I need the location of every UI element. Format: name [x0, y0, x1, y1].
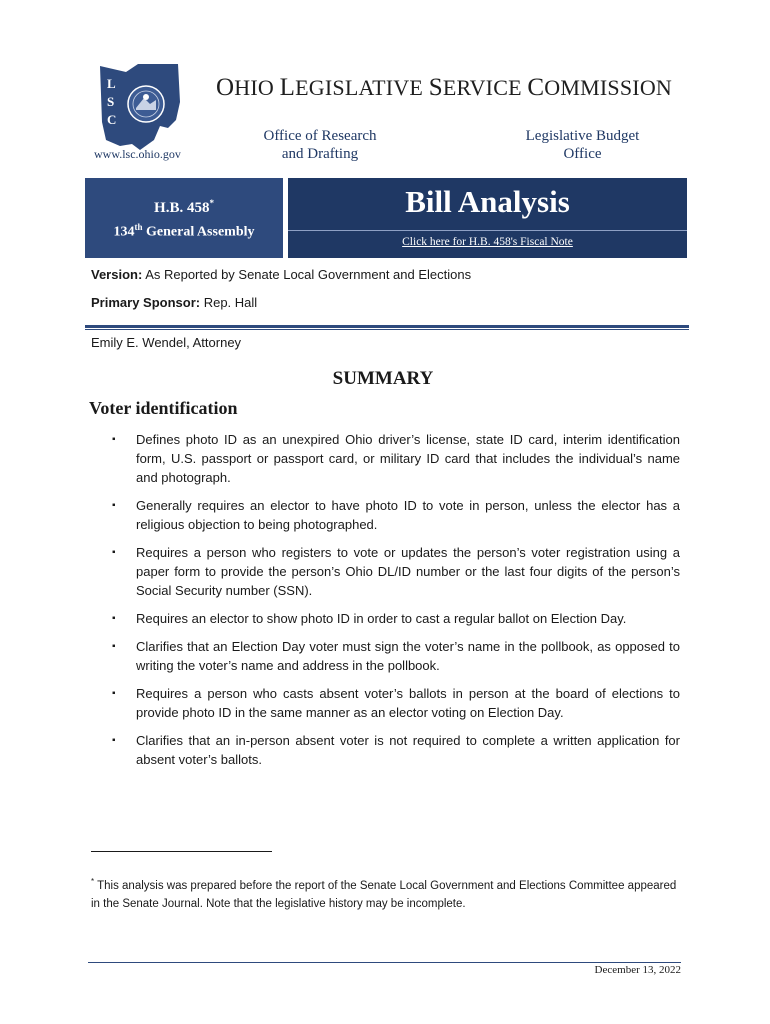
- list-item: ▪ Generally requires an elector to have photo ID to vote in person, unless the elector has a religious objection to being photographed.: [112, 498, 680, 532]
- section-title-voter-identification: Voter identification: [89, 398, 238, 418]
- footer-divider: [88, 962, 681, 963]
- header-divider-thin: [85, 329, 689, 330]
- summary-bullet-list: [112, 430, 680, 778]
- list-item: ▪ Requires a person who casts absent voter’s ballots in person at the board of elections to provide photo ID in the same manner as an elector voting on Election Day.: [112, 686, 680, 720]
- footnote: * This analysis was prepared before the report of the Senate Local Government and Elections Committee appeared in the Senate Journal. Note that the legislative history may be incomplete.: [91, 877, 677, 910]
- document-title: Bill Analysis: [405, 184, 570, 219]
- bullet-icon: ▪: [112, 613, 116, 624]
- summary-heading: SUMMARY: [332, 368, 434, 389]
- office-research-drafting: Office of Research and Drafting: [263, 128, 377, 162]
- list-item: ▪ Requires a person who registers to vote or updates the person’s voter registration using a paper form to provide the person’s Ohio DL/ID number or the last four digits of the person’s Social Security number (SSN).: [112, 545, 680, 598]
- website-link[interactable]: www.lsc.ohio.gov: [94, 147, 181, 161]
- fiscal-note-link[interactable]: Click here for H.B. 458's Fiscal Note: [402, 236, 573, 248]
- footnote-separator: [91, 851, 272, 852]
- bullet-icon: ▪: [112, 688, 116, 699]
- list-item: ▪ Requires an elector to show photo ID in order to cast a regular ballot on Election Day.: [112, 611, 627, 626]
- author-line: Emily E. Wendel, Attorney: [91, 335, 242, 350]
- list-item: ▪ Defines photo ID as an unexpired Ohio driver’s license, state ID card, interim identification form, U.S. passport or passport card, or military ID card that includes the individual’s name and photograph.: [112, 432, 680, 485]
- bullet-icon: ▪: [112, 735, 116, 746]
- general-assembly: 134th General Assembly: [113, 222, 255, 240]
- svg-text:L: L: [107, 76, 116, 91]
- org-name: OHIO LEGISLATIVE SERVICE COMMISSION: [216, 74, 673, 101]
- svg-text:C: C: [107, 112, 117, 127]
- bill-number: H.B. 458*: [154, 198, 214, 216]
- svg-text:S: S: [107, 94, 115, 109]
- bill-analysis-banner: [288, 178, 687, 258]
- bullet-icon: ▪: [112, 547, 116, 558]
- bullet-icon: ▪: [112, 434, 116, 445]
- list-item: ▪ Clarifies that an in-person absent voter is not required to complete a written application for absent voter’s ballots.: [112, 733, 680, 767]
- list-item: ▪ Clarifies that an Election Day voter must sign the voter’s name in the pollbook, as opposed to writing the voter’s name and address in the pollbook.: [112, 639, 680, 673]
- document-date: December 13, 2022: [594, 964, 681, 976]
- banner-divider: [288, 230, 687, 231]
- bullet-icon: ▪: [112, 500, 116, 511]
- primary-sponsor-line: Primary Sponsor: Rep. Hall: [91, 295, 258, 310]
- office-legislative-budget: Legislative Budget Office: [525, 128, 640, 162]
- bill-id-box: [85, 178, 283, 258]
- bullet-icon: ▪: [112, 641, 116, 652]
- lsc-ohio-logo: [98, 62, 186, 150]
- header-divider: [85, 325, 689, 328]
- version-line: Version: As Reported by Senate Local Government and Elections: [91, 267, 472, 282]
